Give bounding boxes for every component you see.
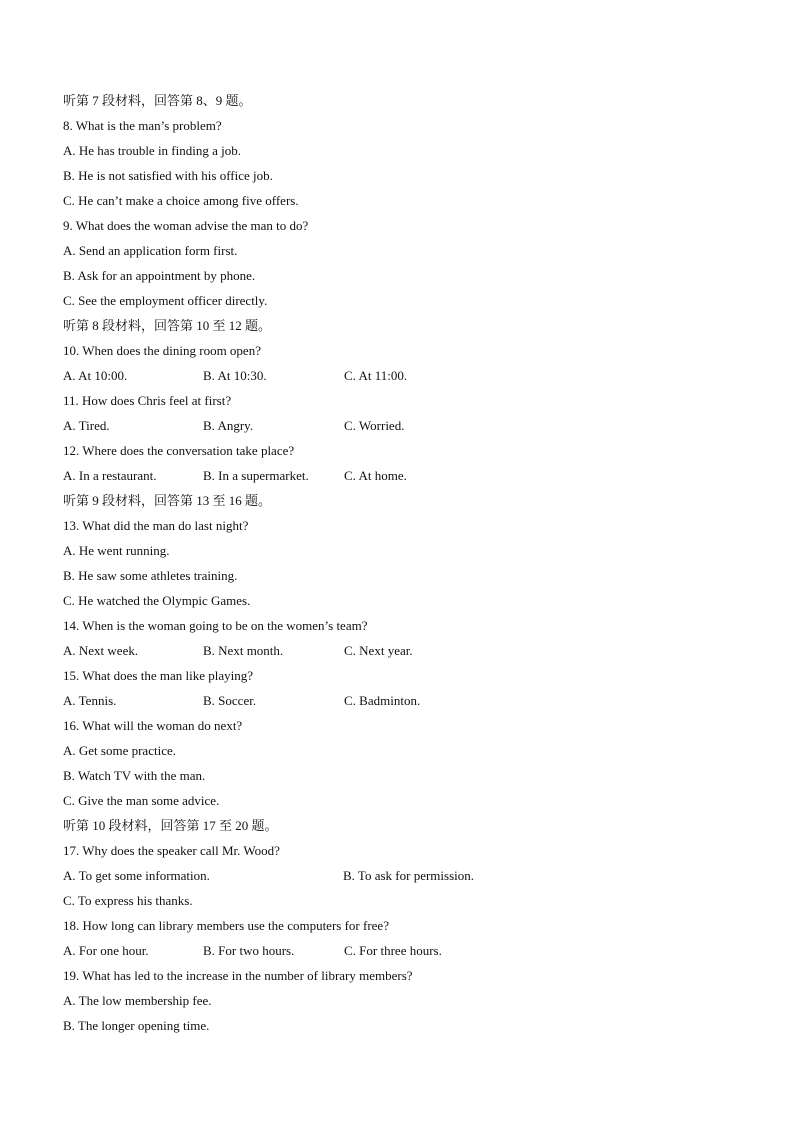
- question-8-option-a: A. He has trouble in finding a job.: [63, 143, 241, 158]
- section-heading-8: 听第 8 段材料，回答第 10 至 12 题。: [63, 318, 272, 333]
- section-heading-10: 听第 10 段材料，回答第 17 至 20 题。: [63, 818, 278, 833]
- question-19-option-a: A. The low membership fee.: [63, 993, 212, 1008]
- question-16-option-a: A. Get some practice.: [63, 743, 176, 758]
- question-14-option-a: A. Next week.: [63, 643, 139, 658]
- question-15-options: [63, 688, 743, 713]
- question-14-option-b: B. Next month.: [203, 643, 284, 658]
- question-9-option-c: C. See the employment officer directly.: [63, 293, 268, 308]
- question-18-option-b: B. For two hours.: [203, 943, 295, 958]
- question-10-options: [63, 363, 743, 388]
- question-13-stem: 13. What did the man do last night?: [63, 518, 249, 533]
- question-8-option-b: B. He is not satisfied with his office job.: [63, 168, 273, 183]
- listening-questions: [63, 88, 743, 1038]
- question-11-option-a: A. Tired.: [63, 418, 110, 433]
- question-17-stem: 17. Why does the speaker call Mr. Wood?: [63, 843, 280, 858]
- question-18-stem: 18. How long can library members use the computers for free?: [63, 918, 389, 933]
- question-15-stem: 15. What does the man like playing?: [63, 668, 254, 683]
- question-11-option-b: B. Angry.: [203, 418, 254, 433]
- question-10-option-a: A. At 10:00.: [63, 368, 128, 383]
- question-10-option-b: B. At 10:30.: [203, 368, 267, 383]
- question-15-option-a: A. Tennis.: [63, 693, 117, 708]
- question-13-option-a: A. He went running.: [63, 543, 170, 558]
- question-19-stem: 19. What has led to the increase in the number of library members?: [63, 968, 413, 983]
- question-18-option-c: C. For three hours.: [344, 943, 442, 958]
- question-11-options: [63, 413, 743, 438]
- section-heading-9: 听第 9 段材料，回答第 13 至 16 题。: [63, 493, 272, 508]
- question-12-options: [63, 463, 743, 488]
- question-9-option-b: B. Ask for an appointment by phone.: [63, 268, 256, 283]
- question-9-option-a: A. Send an application form first.: [63, 243, 238, 258]
- section-heading-7: 听第 7 段材料，回答第 8、9 题。: [63, 93, 252, 108]
- question-10-option-c: C. At 11:00.: [344, 368, 408, 383]
- question-12-stem: 12. Where does the conversation take place?: [63, 443, 295, 458]
- question-12-option-b: B. In a supermarket.: [203, 468, 309, 483]
- question-15-option-b: B. Soccer.: [203, 693, 257, 708]
- question-10-stem: 10. When does the dining room open?: [63, 343, 261, 358]
- question-18-options: [63, 938, 743, 963]
- question-8-option-c: C. He can’t make a choice among five offers.: [63, 193, 299, 208]
- question-13-option-c: C. He watched the Olympic Games.: [63, 593, 251, 608]
- question-17-option-c: C. To express his thanks.: [63, 893, 193, 908]
- question-16-option-b: B. Watch TV with the man.: [63, 768, 206, 783]
- question-17-options: [63, 863, 743, 888]
- question-12-option-a: A. In a restaurant.: [63, 468, 157, 483]
- question-8-stem: 8. What is the man’s problem?: [63, 118, 222, 133]
- question-12-option-c: C. At home.: [344, 468, 407, 483]
- question-15-option-c: C. Badminton.: [344, 693, 421, 708]
- question-14-option-c: C. Next year.: [344, 643, 413, 658]
- question-9-stem: 9. What does the woman advise the man to do?: [63, 218, 309, 233]
- question-11-stem: 11. How does Chris feel at first?: [63, 393, 232, 408]
- question-14-stem: 14. When is the woman going to be on the women’s team?: [63, 618, 368, 633]
- question-17-option-a: A. To get some information.: [63, 868, 210, 883]
- question-19-option-b: B. The longer opening time.: [63, 1018, 210, 1033]
- question-17-option-b: B. To ask for permission.: [343, 868, 475, 883]
- question-13-option-b: B. He saw some athletes training.: [63, 568, 238, 583]
- question-16-stem: 16. What will the woman do next?: [63, 718, 243, 733]
- question-16-option-c: C. Give the man some advice.: [63, 793, 220, 808]
- question-14-options: [63, 638, 743, 663]
- question-18-option-a: A. For one hour.: [63, 943, 149, 958]
- question-11-option-c: C. Worried.: [344, 418, 405, 433]
